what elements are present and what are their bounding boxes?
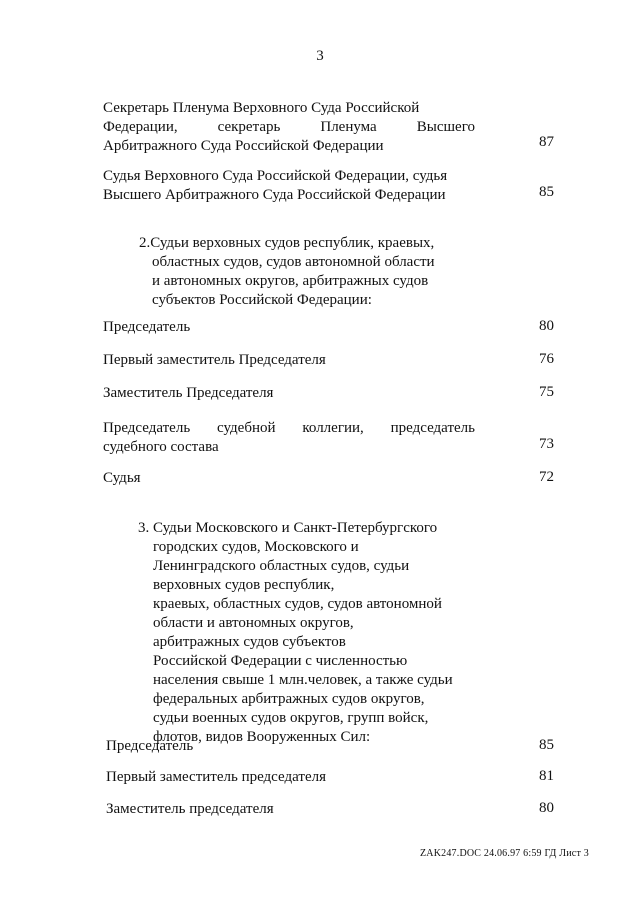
row-value: 73: [539, 436, 554, 452]
heading-line: флотов, видов Вооруженных Сил:: [153, 729, 371, 745]
section2-heading: [139, 234, 435, 310]
row-secretary: [103, 99, 475, 156]
heading-line: 3. Судьи Московского и Санкт-Петербургского: [138, 520, 438, 536]
heading-line: областных судов, судов автономной области: [152, 254, 435, 270]
row-line: Председатель судебной коллегии, председатель: [103, 420, 475, 436]
row-line: Судья Верховного Суда Российской Федерации, судья: [103, 168, 448, 184]
page-number: 3: [316, 48, 324, 64]
row-value: 76: [539, 351, 554, 367]
heading-line: Российской Федерации с численностью: [153, 653, 408, 669]
row-line: Высшего Арбитражного Суда Российской Федерации: [103, 187, 446, 203]
row-line: Секретарь Пленума Верховного Суда Российской: [103, 100, 420, 116]
row-judge-supreme: [103, 167, 447, 205]
row-value: 80: [539, 318, 554, 334]
row-value: 72: [539, 469, 554, 485]
row-judge: Судья: [103, 470, 141, 486]
row-line: Федерации, секретарь Пленума Высшего: [103, 119, 475, 135]
heading-line: области и автономных округов,: [153, 615, 354, 631]
row-value: 85: [539, 737, 554, 753]
heading-line: и автономных округов, арбитражных судов: [152, 273, 429, 289]
row-first-deputy: Первый заместитель Председателя: [103, 352, 326, 368]
heading-line: Ленинградского областных судов, судьи: [153, 558, 410, 574]
row-value: 87: [539, 134, 554, 150]
row-value: 75: [539, 384, 554, 400]
heading-line: субъектов Российской Федерации:: [152, 292, 372, 308]
row-first-deputy: Первый заместитель председателя: [106, 769, 326, 785]
heading-line: населения свыше 1 млн.человек, а также судьи: [153, 672, 453, 688]
row-chairman: Председатель: [106, 738, 194, 754]
heading-line: арбитражных судов субъектов: [153, 634, 346, 650]
row-deputy: Заместитель Председателя: [103, 385, 274, 401]
row-line: судебного состава: [103, 439, 219, 455]
heading-line: федеральных арбитражных судов округов,: [153, 691, 425, 707]
row-value: 85: [539, 184, 554, 200]
row-value: 80: [539, 800, 554, 816]
document-footer: ZAK247.DOC 24.06.97 6:59 ГД Лист 3: [420, 848, 589, 859]
row-line: Арбитражного Суда Российской Федерации: [103, 138, 384, 154]
row-deputy: Заместитель председателя: [106, 801, 274, 817]
row-collegium-chair: [103, 419, 475, 457]
section3-heading: [138, 519, 453, 747]
heading-line: верховных судов республик,: [153, 577, 335, 593]
heading-line: городских судов, Московского и: [153, 539, 359, 555]
heading-line: 2.Судьи верховных судов республик, краевых,: [139, 235, 435, 251]
heading-line: судьи военных судов округов, групп войск,: [153, 710, 429, 726]
row-value: 81: [539, 768, 554, 784]
row-chairman: Председатель: [103, 319, 191, 335]
heading-line: краевых, областных судов, судов автономной: [153, 596, 442, 612]
